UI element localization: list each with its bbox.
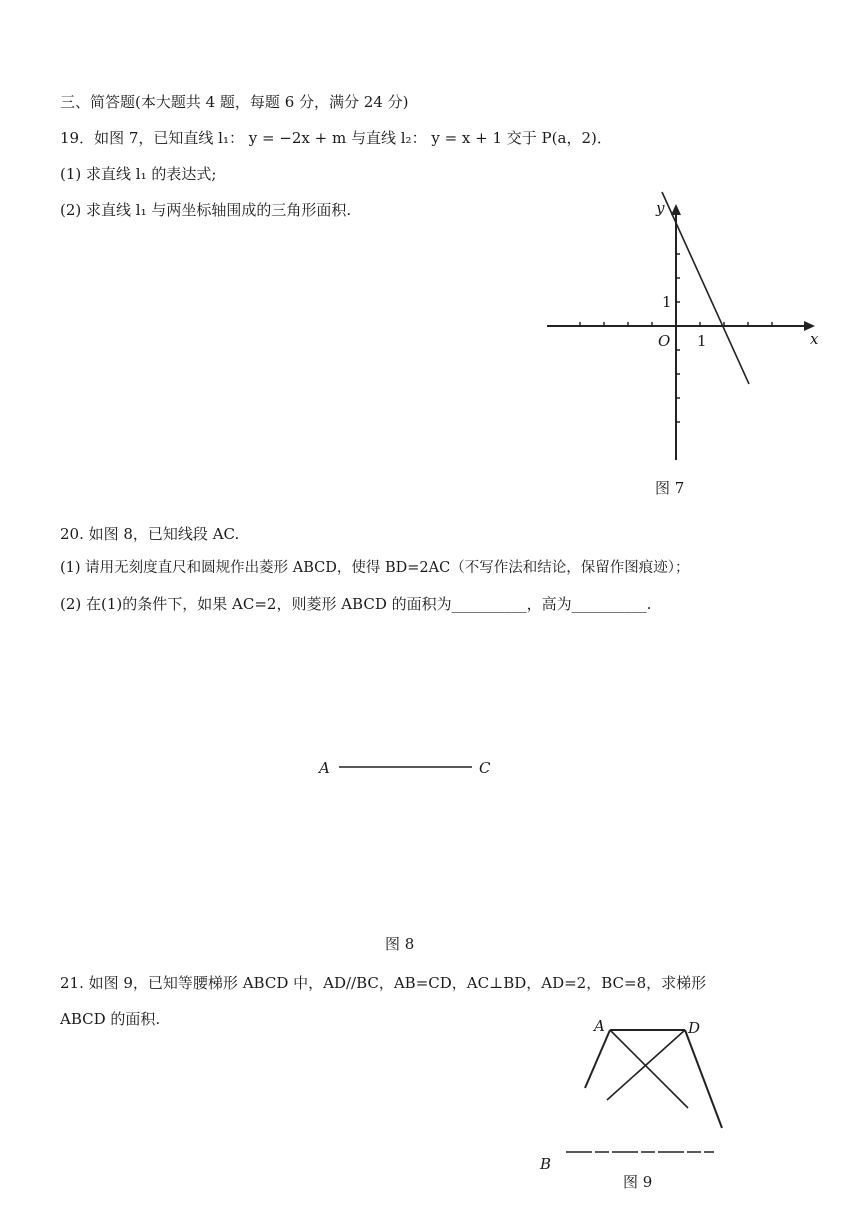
q19-stem: 19．如图 7，已知直线 l₁： y = −2x + m 与直线 l₂： y = x + 1 交于 P(a，2)． (60, 129, 612, 147)
q21-stem-line2: ABCD 的面积. (60, 1010, 161, 1028)
y-tick-label: 1 (662, 293, 672, 311)
q19-part2: (2) 求直线 l₁ 与两坐标轴围成的三角形面积. (60, 201, 352, 219)
q21-stem-line1: 21. 如图 9，已知等腰梯形 ABCD 中，AD//BC，AB=CD，AC⊥BD，AD=2，BC=8，求梯形 (60, 974, 707, 992)
figure-8-caption: 图 8 (385, 935, 415, 953)
point-c-label: C (479, 759, 491, 777)
section-heading: 三、简答题(本大题共 4 题，每题 6 分，满分 24 分) (60, 93, 409, 111)
q20-stem: 20. 如图 8，已知线段 AC. (60, 525, 240, 543)
segment-ab (585, 1030, 610, 1088)
diagonal-ac (610, 1030, 688, 1108)
diagonal-bd (607, 1030, 685, 1100)
point-a-label: A (594, 1017, 605, 1035)
q20-part1: (1) 请用无刻度直尺和圆规作出菱形 ABCD，使得 BD=2AC（不写作法和结论，保留作图痕迹）； (60, 560, 690, 576)
x-axis-label: x (810, 330, 819, 348)
figure-9-caption: 图 9 (623, 1173, 653, 1191)
x-tick-label: 1 (697, 332, 707, 350)
y-axis-label: y (656, 199, 665, 217)
origin-label: O (658, 332, 671, 350)
q19-part1: (1) 求直线 l₁ 的表达式; (60, 165, 217, 183)
segment-dc (685, 1030, 722, 1128)
point-a-label: A (319, 759, 330, 777)
point-b-label: B (540, 1155, 552, 1173)
point-d-label: D (688, 1019, 701, 1037)
figure-7-caption: 图 7 (655, 479, 685, 497)
q20-part2: (2) 在(1)的条件下，如果 AC=2，则菱形 ABCD 的面积为__________，高为__________. (60, 595, 652, 613)
